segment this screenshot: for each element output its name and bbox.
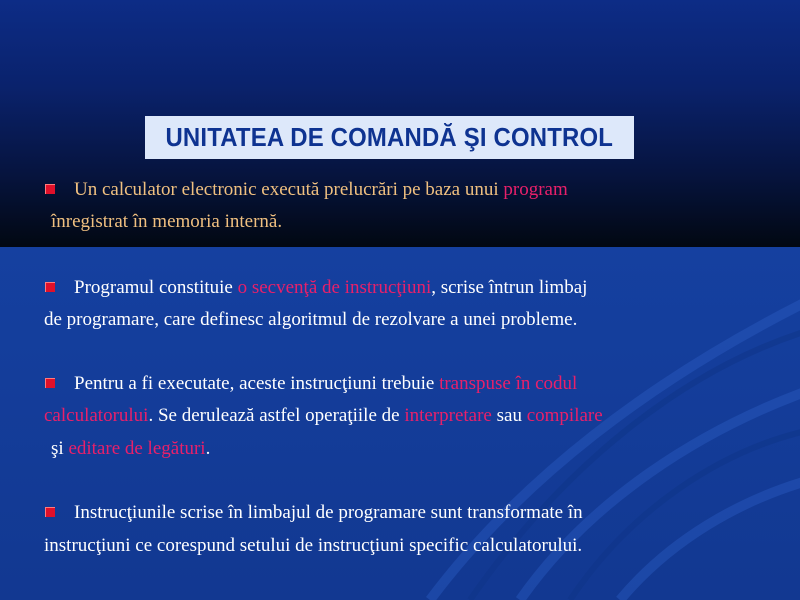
text: . <box>205 438 211 459</box>
highlight-compilare: compilare <box>526 405 603 426</box>
square-bullet-icon <box>45 507 55 517</box>
paragraph-4-line-2: instrucţiuni ce corespund setului de instrucţiuni specific calculatorului. <box>44 535 583 556</box>
text: , scrise întrun limbaj <box>431 277 588 298</box>
text: Pentru a fi executate, aceste instrucţiuni trebuie <box>74 373 440 394</box>
highlight-editare: editare de legături <box>68 438 206 459</box>
text: Un calculator electronic execută prelucrări pe baza unui <box>74 179 504 200</box>
paragraph-2-line-1 <box>74 277 587 299</box>
paragraph-3-line-3 <box>51 438 210 460</box>
text: şi <box>51 438 69 459</box>
highlight-transpuse: transpuse în codul <box>439 373 578 394</box>
paragraph-3-line-1 <box>74 373 577 395</box>
slide-title: UNITATEA DE COMANDĂ ŞI CONTROL <box>165 122 614 152</box>
paragraph-3-line-2 <box>44 405 603 427</box>
square-bullet-icon <box>45 282 55 292</box>
highlight-secventa: o secvenţă de instrucţiuni <box>237 277 432 298</box>
square-bullet-icon <box>45 378 55 388</box>
square-bullet-icon <box>45 184 55 194</box>
text: . Se derulează astfel operaţiile de <box>148 405 405 426</box>
paragraph-1-line-1 <box>74 179 568 201</box>
paragraph-4-line-1: Instrucţiunile scrise în limbajul de programare sunt transformate în <box>74 502 583 523</box>
title-box <box>145 116 634 159</box>
highlight-interpretare: interpretare <box>404 405 492 426</box>
highlight-program: program <box>503 179 568 200</box>
paragraph-1-line-2: înregistrat în memoria internă. <box>51 211 283 232</box>
paragraph-2-line-2: de programare, care definesc algoritmul de rezolvare a unei probleme. <box>44 309 578 330</box>
text: Programul constituie <box>74 277 238 298</box>
highlight-calculatorului: calculatorului <box>44 405 149 426</box>
text: sau <box>491 405 527 426</box>
